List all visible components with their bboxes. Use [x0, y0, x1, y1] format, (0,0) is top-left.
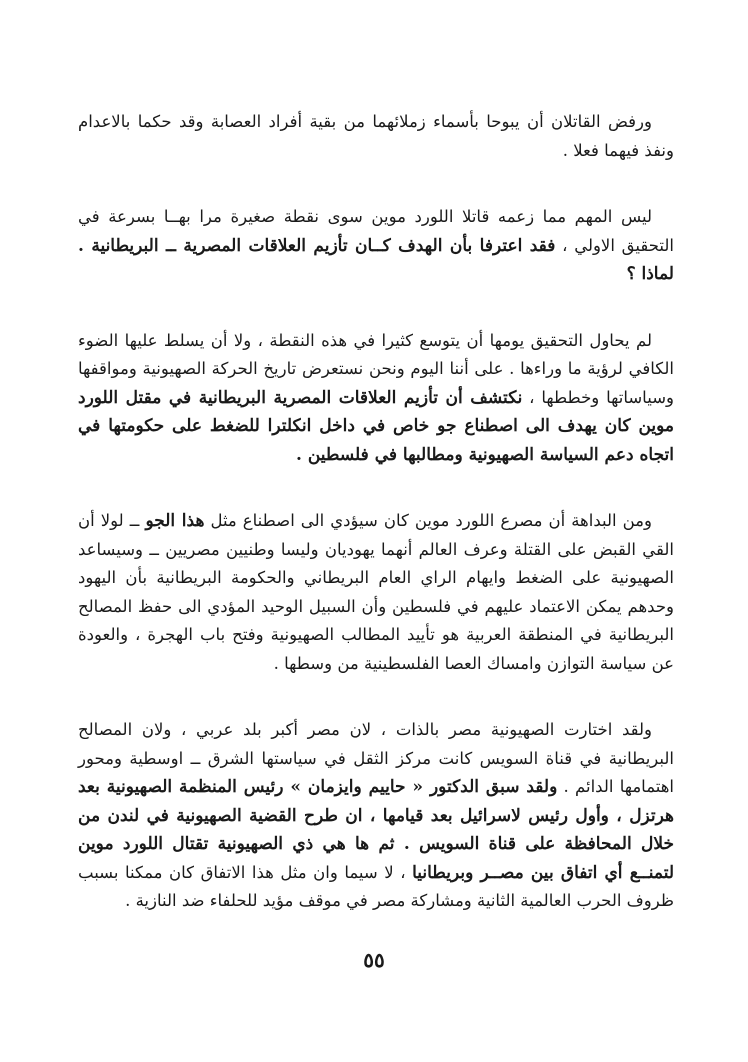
paragraph-5-text-continued: ، لا سيما وان مثل هذا الاتفاق كان ممكنا بسبب ظروف الحرب العالمية الثانية ومشاركة مصر في موقف مؤيد للحلفاء ضد النازية .	[78, 862, 674, 910]
paragraph-4-bold-text: هذا الجو	[145, 511, 205, 531]
paragraph-3-bold-text: نكتشف أن تأزيم العلاقات المصرية البريطانية في مقتل اللورد موين كان يهدف الى اصطناع جو خاص في داخل انكلترا للضغط على حكومتها في اتجاه دعم السياسة الصهيونية ومطالبها في فلسطين .	[78, 387, 674, 465]
paragraph-4-text-continued: ــ لولا أن القي القبض على القتلة وعرف العالم أنهما يهوديان وليسا وطنيين مصريين ــ وسيساعد الصهيونية على الضغط وايهام الراي العام البريطاني والحكومة البريطانية بأن اليهود وحدهم يمكن الاعتماد عليهم في فلسطين وأن السبيل الوحيد المؤدي الى حفظ المصالح البريطانية في المنطقة العربية هو تأييد المطالب الصهيونية وفتح باب الهجرة ، والعودة عن سياسة التوازن وامساك العصا الفلسطينية من وسطها .	[78, 511, 674, 673]
paragraph-5-bold-text: ولقد سبق الدكتور « حاييم وايزمان » رئيس المنظمة الصهيونية بعد هرتزل ، وأول رئيس لاسرائيل بعد قيامها ، ان طرح القضية الصهيونية في لندن من خلال المحافظة على قناة السويس . ثم ها هي ذي الصهيونية تقتال اللورد موين لتمنــع أي اتفاق بين مصــر وبريطانيا	[78, 777, 675, 883]
paragraph-3-text: لم يحاول التحقيق يومها أن يتوسع كثيرا في هذه النقطة ، ولا أن يسلط عليها الضوء الكافي لرؤية ما وراءها . على أننا اليوم ونحن نستعرض تاريخ الحركة الصهيونية ومواقفها وسياساتها وخططها ،	[78, 330, 674, 407]
paragraph-2-bold-text: فقد اعترفا بأن الهدف كــان تأزيم العلاقات المصرية ــ البريطانية . لماذا ؟	[78, 235, 674, 284]
paragraph-5	[78, 716, 674, 916]
paragraph-1	[78, 108, 674, 165]
paragraph-1-text: ورفض القاتلان أن يبوحا بأسماء زملائهما من بقية أفراد العصابة وقد حكما بالاعدام ونفذ فيهما فعلا .	[78, 112, 674, 160]
page-number: ٥٥	[363, 948, 385, 972]
paragraph-2	[78, 203, 674, 289]
paragraph-4	[78, 507, 674, 678]
paragraph-4-text: ومن البداهة أن مصرع اللورد موين كان سيؤدي الى اصطناع مثل	[204, 511, 652, 530]
page-body	[78, 108, 674, 954]
paragraph-3	[78, 327, 674, 470]
paragraph-2-text: ليس المهم مما زعمه قاتلا اللورد موين سوى نقطة صغيرة مرا بهــا بسرعة في التحقيق الاولي ،	[78, 207, 674, 255]
paragraph-5-text: ولقد اختارت الصهيونية مصر بالذات ، لان مصر أكبر بلد عربي ، ولان المصالح البريطانية في قناة السويس كانت مركز الثقل في سياستها الشرق ــ اوسطية ومحور اهتمامها الدائم .	[78, 720, 674, 796]
